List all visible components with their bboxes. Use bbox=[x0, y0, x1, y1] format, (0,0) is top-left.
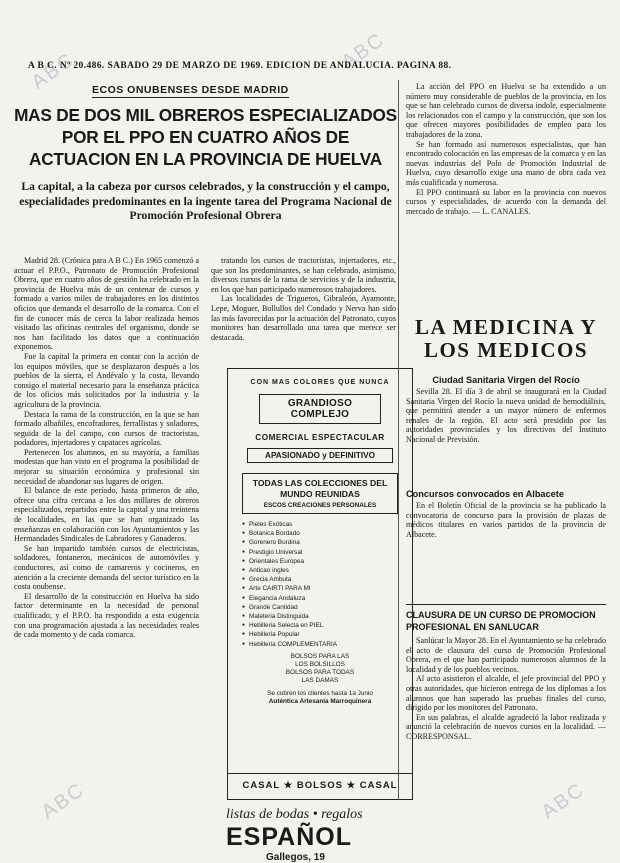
espanol-advertisement bbox=[226, 807, 363, 863]
ad-tagline: CON MAS COLORES QUE NUNCA bbox=[250, 379, 390, 386]
paragraph: El PPO continuará su labor en la provincia con nuevos cursos y especialidades, de acuerdo con la demanda del mercado de trabajo. — L. CANALES. bbox=[406, 187, 606, 216]
running-head: A B C. Nº 20.486. SABADO 29 DE MARZO DE 1969. EDICION DE ANDALUCIA. PAGINA 88. bbox=[28, 61, 452, 71]
list-item: ● Elegancia Andaluza bbox=[242, 594, 412, 603]
watermark: ABC bbox=[537, 778, 589, 824]
paragraph: Las localidades de Trigueros, Gibraleón, Ayamonte, Lepe, Moguer, Bollullos del Condado y Nerva han sido las más favorecidas por la actuación del Patronato, cuyos monitores han desarrollado una tarea que merece ser destacada. bbox=[211, 294, 396, 342]
paragraph: Destaca la rama de la construcción, en la que se han formado albañiles, encofradores, ferrallistas y soladores, seguida de la del campo, con cursos de tractoristas, podadores, injertadores y capataces agrícolas. bbox=[14, 409, 199, 448]
list-item: ● Grecia Ambuta bbox=[242, 575, 412, 584]
ad-line: LOS BOLSILLOS bbox=[295, 661, 345, 669]
article-column-1 bbox=[14, 256, 199, 801]
subsection-title: Concursos convocados en Albacete bbox=[406, 489, 564, 499]
list-item: ● Hebilleria Selecta en PIEL bbox=[242, 621, 412, 630]
ad-collections-box bbox=[242, 473, 398, 514]
list-item: ● Hebilleria Popular bbox=[242, 630, 412, 639]
paragraph: Al acto asistieron el alcalde, el jefe provincial del PPO y otras autoridades, que hicieron entrega de los diplomas a los alumnos que han superado las pruebas finales del curso, dirigido por los monitores del Patronato. bbox=[406, 674, 606, 713]
main-article-header bbox=[14, 80, 397, 230]
ad2-script: listas de bodas • regalos bbox=[226, 807, 363, 822]
watermark: ABC bbox=[337, 28, 389, 74]
subsection-title: Ciudad Sanitaria Virgen del Rocío bbox=[432, 375, 580, 385]
paragraph: El desarrollo de la construcción en Huelva ha sido factor determinante en la necesidad de personal cualificado, y el P.P.O. ha respondido a esta exigencia con una programación ajustada a las necesidades reales de cada momento y de cada comarca. bbox=[14, 591, 199, 640]
ad-line: Auténtica Artesanía Marroquinera bbox=[268, 697, 372, 705]
paragraph: En sus palabras, el alcalde agradeció la labor realizada y anunció la celebración de nuevos cursos en la localidad. — CORRESPONSAL. bbox=[406, 712, 606, 741]
paragraph: En el Boletín Oficial de la provincia se ha publicado la convocatoria de concurso para la provisión de plazas de médicos titulares en varios partidos de la provincia de Albacete. bbox=[406, 501, 606, 539]
list-item: ● Botanica Bordado bbox=[242, 529, 412, 538]
list-item: ● Anticao ingles bbox=[242, 566, 412, 575]
watermark: ABC bbox=[27, 48, 79, 94]
ad-line: Se cubren los clientes hasta 1a Junio bbox=[267, 689, 373, 697]
ad-comercial: COMERCIAL ESPECTACULAR bbox=[255, 433, 385, 442]
paragraph: Pertenecen los alumnos, en su mayoría, a familias modestas que han visto en el programa la posibilidad de mejorar su situación económica y profesional sin necesidad de abandonar sus lugares de origen. bbox=[14, 447, 199, 486]
paragraph: Sevilla 28. El día 3 de abril se inaugurará en la Ciudad Sanitaria Virgen del Rocío la nueva unidad de hemodiálisis, que permitirá atender a un mayor número de enfermos renales de la región. El acto será presidido por las autoridades provinciales y los directivos del Instituto Nacional de Previsión. bbox=[406, 387, 606, 444]
list-item: ● Arte CAIRTI PARA MI bbox=[242, 584, 412, 593]
paragraph: Se han formado así numerosos especialistas, que han encontrado colocación en las empresas de la comarca y en las nuevas industrias del Polo de Promoción Industrial de Huelva, cuyo desarrollo exige una mano de obra cada vez más cualificada y numerosa. bbox=[406, 139, 606, 187]
list-item: ● Pieles Exóticas bbox=[242, 520, 412, 529]
list-item: ● Gorenero Burdina bbox=[242, 538, 412, 547]
watermark: ABC bbox=[37, 778, 89, 824]
casal-advertisement bbox=[227, 368, 413, 800]
subsection-text bbox=[406, 636, 606, 832]
column-divider bbox=[398, 80, 399, 800]
ad-line: BOLSOS PARA TODAS bbox=[285, 669, 355, 677]
paragraph: Sanlúcar la Mayor 28. En el Ayuntamiento se ha celebrado el acto de clausura del curso de Promoción Profesional Obrera, en el que han participado numerosos alumnos de la localidad y de los pueblos vecinos. bbox=[406, 636, 606, 674]
ad-centered-lines bbox=[228, 653, 412, 706]
subsection-title: CLAUSURA DE UN CURSO DE PROMOCION PROFESIONAL EN SANLUCAR bbox=[406, 610, 596, 632]
sanlucar-section bbox=[406, 604, 606, 832]
paragraph: Madrid 28. (Crónica para A B C.) En 1965 comenzó a actuar el P.P.O., Patronato de Promoción Profesional Obrera, que en cuatro años de gestión ha celebrado en la provincia de Huelva más de un centenar de cursos y formado a varios miles de trabajadores en los distintos oficios que demanda el desarrollo de la comarca. Con el fin de conocer más de cerca la labor realizada hemos visitado las oficinas centrales del organismo, donde se nos han facilitado los datos que a continuación exponemos. bbox=[14, 256, 199, 352]
ad-casal-footer: CASAL ★ BOLSOS ★ CASAL bbox=[228, 773, 412, 791]
ad-complejo: GRANDIOSO COMPLEJO bbox=[259, 394, 381, 424]
right-column-intro bbox=[406, 82, 606, 312]
ad-collections-title: TODAS LAS COLECCIONES DEL MUNDO REUNIDAS bbox=[252, 478, 388, 499]
list-item: ● Orientales Europea bbox=[242, 557, 412, 566]
paragraph: tratando los cursos de tractoristas, injertadores, etc., que son los predominantes, se han celebrado, asimismo, diversos cursos de la rama de servicios y de la industria, en los que han participado numerosos trabajadores. bbox=[211, 256, 396, 294]
ad-item-list bbox=[242, 520, 412, 649]
section-title: LA MEDICINA Y LOS MEDICOS bbox=[414, 315, 598, 362]
article-headline: MAS DE DOS MIL OBREROS ESPECIALIZADOS POR EL PPO EN CUATRO AÑOS DE ACTUACION EN LA PROVINCIA DE HUELVA bbox=[14, 105, 397, 169]
list-item: ● Grande Cantidad bbox=[242, 603, 412, 612]
ad-collections-sub: ESCOS CREACIONES PERSONALES bbox=[263, 502, 377, 509]
ad-line: BOLSOS PARA LAS bbox=[290, 652, 350, 660]
medicine-albacete bbox=[406, 486, 606, 593]
section-rule bbox=[406, 604, 606, 605]
ad2-brand: ESPAÑOL bbox=[226, 823, 352, 851]
paragraph: El balance de este período, hasta primeros de año, ofrece una cifra cercana a los dos millares de obreros especializados, repartidos entre la capital y una treintena de localidades, en las que se han organizado las enseñanzas en colaboración con los Ayuntamientos y las Hermandades Sindicales de Labradores y Ganaderos. bbox=[14, 486, 199, 544]
medicine-sevilla bbox=[406, 372, 606, 479]
subsection-text bbox=[406, 387, 606, 479]
ad2-address: Gallegos, 19 bbox=[266, 852, 325, 863]
subsection-text bbox=[406, 501, 606, 593]
list-item: ● Hebilleria COMPLEMENTARIA bbox=[242, 640, 412, 649]
article-kicker: ECOS ONUBENSES DESDE MADRID bbox=[92, 84, 289, 96]
medicine-section bbox=[406, 316, 606, 362]
list-item: ● Maleteria Distinguida bbox=[242, 612, 412, 621]
ad-line: LAS DAMAS bbox=[301, 677, 339, 685]
paragraph: Fue la capital la primera en contar con la acción de los equipos móviles, que se desplazaron después a los pueblos de la sierra, el Andévalo y la costa, llevando consigo el material necesario para la enseñanza práctica de los oficios más solicitados por la industria y la agricultura de la provincia. bbox=[14, 351, 199, 409]
list-item: ● Prestigio Universal bbox=[242, 548, 412, 557]
article-subhead: La capital, a la cabeza por cursos celebrados, y la construcción y el campo, especialidades predominantes en la ingente tarea del Programa Nacional de Promoción Profesional Obrera bbox=[19, 180, 392, 222]
ad-apasionado: APASIONADO y DEFINITIVO bbox=[247, 448, 393, 463]
paragraph: Se han impartido también cursos de electricistas, soldadores, fontaneros, mecánicos de automóviles y conductores, así como de camareros y cocineros, en atención a la creciente demanda del sector turístico en la costa onubense. bbox=[14, 543, 199, 592]
paragraph: La acción del PPO en Huelva se ha extendido a un número muy considerable de pueblos de la provincia, en los que se han celebrado cursos de diversa índole, especialmente los relacionados con el campo y la construcción, que son los que ofrecen mayores posibilidades de empleo para los trabajadores de la zona. bbox=[406, 82, 606, 139]
